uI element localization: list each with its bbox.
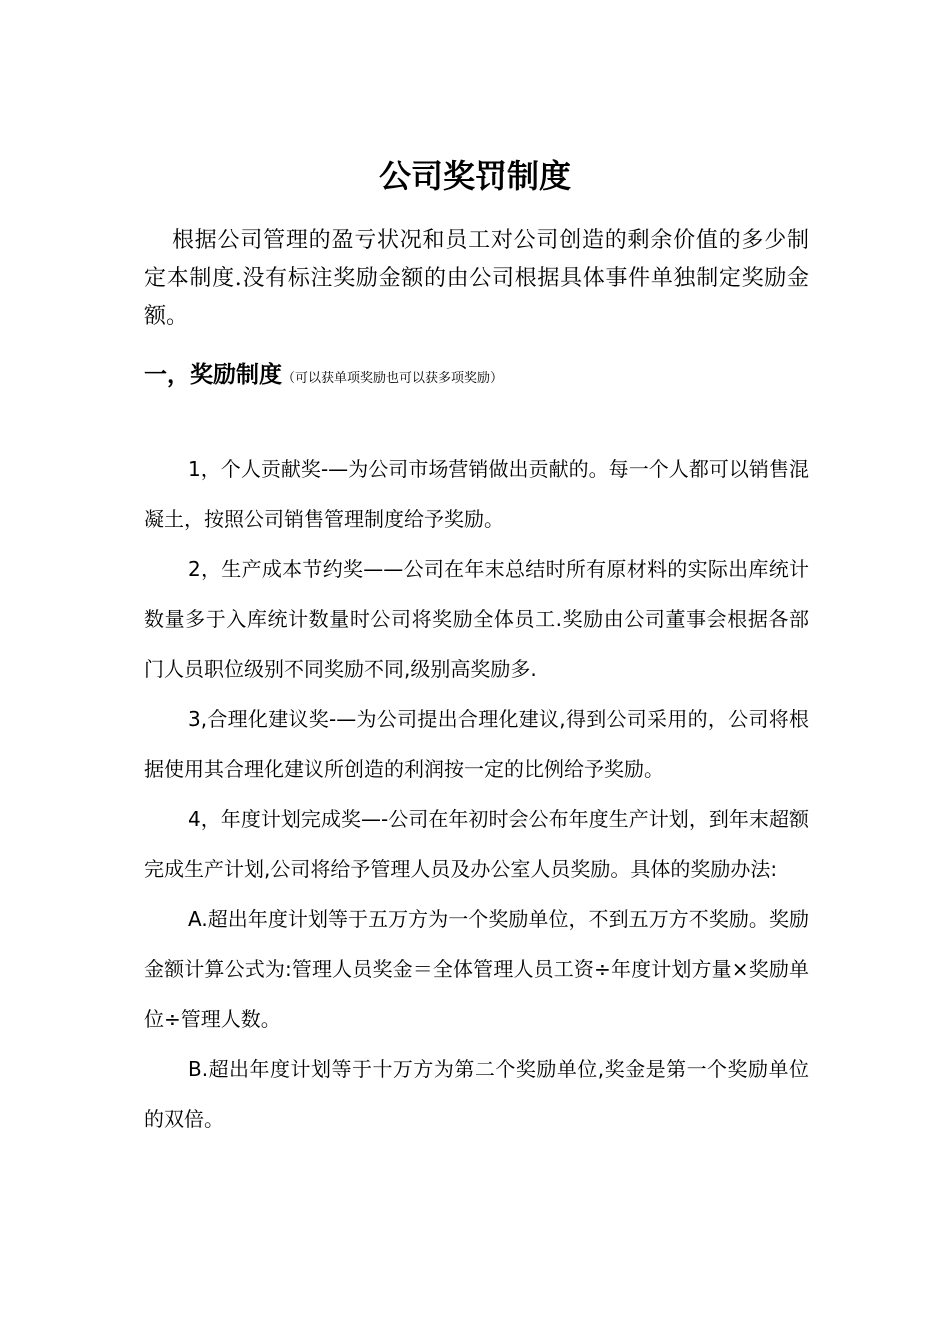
reward-rule-a: A.超出年度计划等于五万方为一个奖励单位，不到五万方不奖励。奖励金额计算公式为:管理人员奖金＝全体管理人员工资÷年度计划方量×奖励单位÷管理人数。 — [144, 907, 809, 1031]
reward-item-annual-plan: 4，年度计划完成奖—-公司在年初时会公布年度生产计划，到年末超额完成生产计划,公司将给予管理人员及办公室人员奖励。具体的奖励办法: — [144, 807, 809, 881]
intro-paragraph: 根据公司管理的盈亏状况和员工对公司创造的剩余价值的多少制定本制度.没有标注奖励金额的由公司根据具体事件单独制定奖励金额。 — [144, 228, 809, 329]
reward-items — [144, 444, 809, 1144]
reward-rule-b: B.超出年度计划等于十万方为第二个奖励单位,奖金是第一个奖励单位的双倍。 — [144, 1057, 809, 1131]
section-heading-text: 一，奖励制度 — [144, 362, 282, 388]
reward-item-cost-saving: 2，生产成本节约奖——公司在年末总结时所有原材料的实际出库统计数量多于入库统计数量时公司将奖励全体员工.奖励由公司董事会根据各部门人员职位级别不同奖励不同,级别高奖励多. — [144, 557, 809, 681]
reward-item-suggestion: 3,合理化建议奖-—为公司提出合理化建议,得到公司采用的，公司将根据使用其合理化建议所创造的利润按一定的比例给予奖励。 — [144, 707, 809, 781]
section-heading-note: （可以获单项奖励也可以获多项奖励） — [282, 371, 504, 386]
section-heading-rewards — [144, 355, 503, 399]
document-title: 公司奖罚制度 — [378, 157, 571, 195]
reward-item-personal-contribution: 1，个人贡献奖-—为公司市场营销做出贡献的。每一个人都可以销售混凝土，按照公司销售管理制度给予奖励。 — [144, 457, 809, 531]
